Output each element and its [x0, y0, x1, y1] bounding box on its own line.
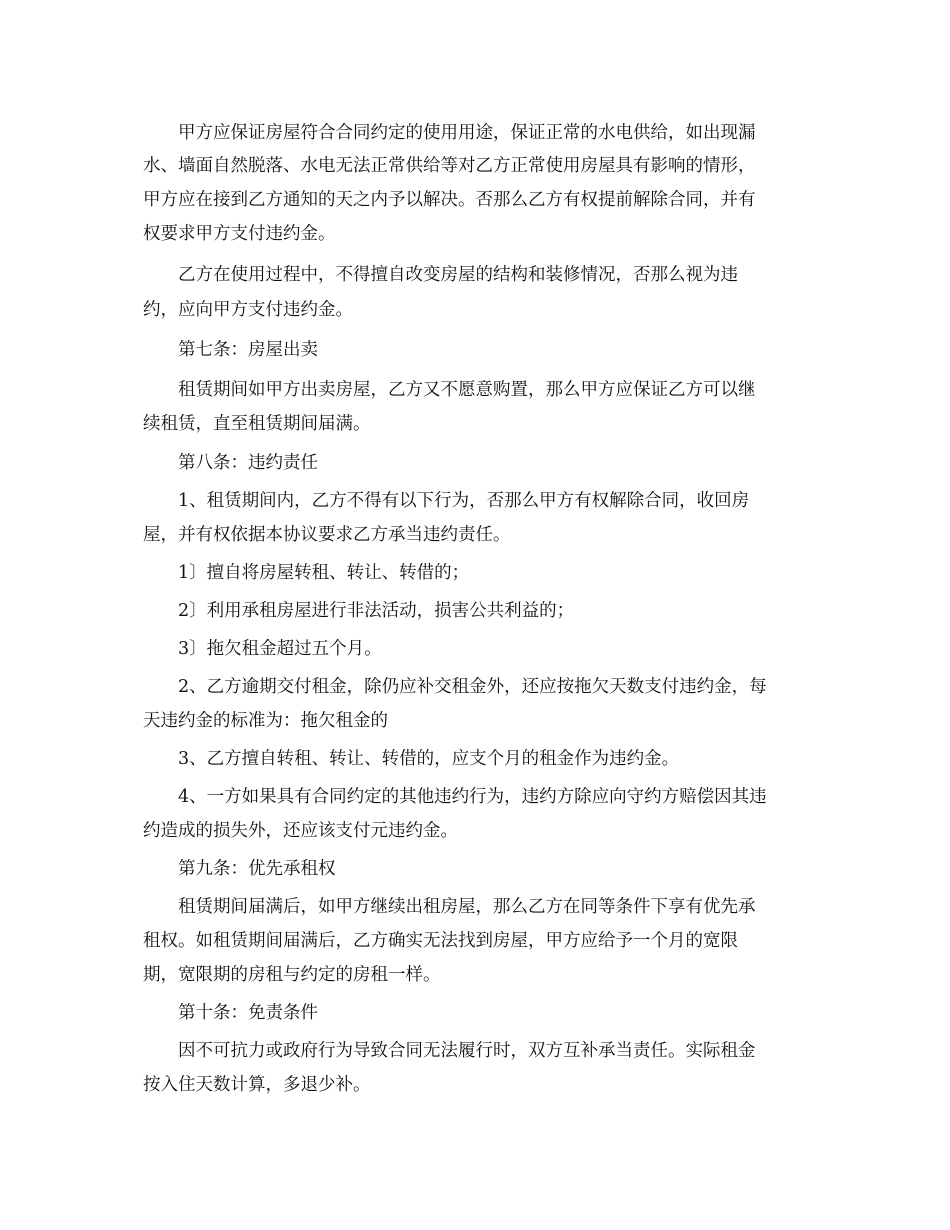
list-item: 1〕擅自将房屋转租、转让、转借的；	[178, 563, 470, 583]
text-line: 1、租赁期间内，乙方不得有以下行为，否那么甲方有权解除合同，收回房	[178, 491, 750, 511]
text-line: 因不可抗力或政府行为导致合同无法履行时，双方互补承当责任。实际租金	[178, 1041, 756, 1061]
text-line: 甲方应在接到乙方通知的天之内予以解决。否那么乙方有权提前解除合同，并有	[143, 190, 756, 210]
section-heading: 第八条：违约责任	[178, 453, 318, 473]
section-heading: 第九条：优先承租权	[178, 859, 336, 879]
text-line: 按入住天数计算，多退少补。	[143, 1075, 371, 1095]
text-line: 约造成的损失外，还应该支付元违约金。	[143, 821, 458, 841]
section-heading: 第十条：免责条件	[178, 1003, 318, 1023]
text-line: 2、乙方逾期交付租金，除仍应补交租金外，还应按拖欠天数支付违约金，每	[178, 677, 767, 697]
text-line: 续租赁，直至租赁期间届满。	[143, 414, 371, 434]
text-line: 租赁期间如甲方出卖房屋，乙方又不愿意购置，那么甲方应保证乙方可以继	[178, 380, 756, 400]
text-line: 水、墙面自然脱落、水电无法正常供给等对乙方正常使用房屋具有影响的情形，	[143, 156, 756, 176]
text-line: 期，宽限期的房租与约定的房租一样。	[143, 965, 441, 985]
text-line: 租赁期间届满后，如甲方继续出租房屋，那么乙方在同等条件下享有优先承	[178, 897, 756, 917]
text-line: 屋，并有权依据本协议要求乙方承当违约责任。	[143, 525, 511, 545]
text-line: 甲方应保证房屋符合合同约定的使用用途，保证正常的水电供给，如出现漏	[178, 123, 756, 143]
list-item: 3〕拖欠租金超过五个月。	[178, 639, 382, 659]
text-line: 约，应向甲方支付违约金。	[143, 300, 353, 320]
text-line: 乙方在使用过程中，不得擅自改变房屋的结构和装修情况，否那么视为违	[178, 265, 738, 285]
text-line: 3、乙方擅自转租、转让、转借的，应支个月的租金作为违约金。	[178, 749, 680, 769]
text-line: 4、一方如果具有合同约定的其他违约行为，违约方除应向守约方赔偿因其违	[178, 787, 767, 807]
text-line: 权要求甲方支付违约金。	[143, 224, 336, 244]
text-line: 天违约金的标准为：拖欠租金的	[143, 711, 388, 731]
list-item: 2〕利用承租房屋进行非法活动，损害公共利益的；	[178, 601, 575, 621]
text-line: 租权。如租赁期间届满后，乙方确实无法找到房屋，甲方应给予一个月的宽限	[143, 931, 738, 951]
section-heading: 第七条：房屋出卖	[178, 340, 318, 360]
